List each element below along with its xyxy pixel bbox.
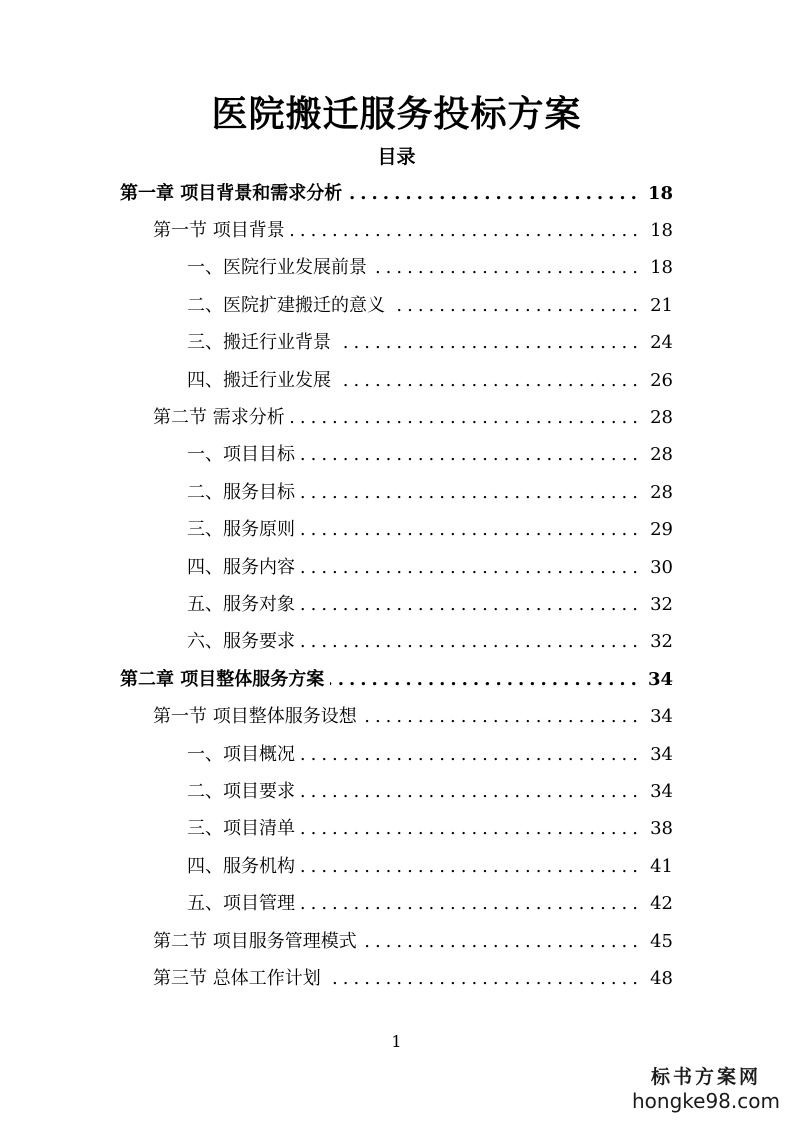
toc-entry-page: 26 [650, 369, 673, 391]
toc-entry-page: 29 [650, 519, 673, 541]
toc-entry-label: 第二节 项目服务管理模式 [153, 930, 357, 952]
toc-entry-label: 第一节 项目整体服务设想 [153, 706, 357, 728]
toc-entry-page: 32 [650, 593, 673, 615]
toc-entry-page: 41 [650, 855, 673, 877]
toc-entry[interactable] [187, 474, 673, 511]
toc-dot-leader [363, 930, 643, 954]
toc-dot-leader [363, 705, 643, 729]
toc-entry-page: 34 [650, 743, 673, 765]
toc-entry-label: 四、搬迁行业发展 [187, 369, 331, 391]
toc-entry-label: 三、服务原则 [187, 519, 295, 541]
toc-entry-label: 二、服务目标 [187, 481, 295, 503]
toc-entry-label: 六、服务要求 [187, 631, 295, 653]
toc-entry-label: 五、项目管理 [187, 893, 295, 915]
page-number: 1 [391, 1032, 402, 1051]
toc-entry[interactable] [153, 399, 673, 436]
toc-entry-label: 四、服务机构 [187, 855, 295, 877]
toc-dot-leader [330, 668, 642, 692]
toc-dot-leader [337, 331, 643, 355]
toc-dot-leader [291, 406, 643, 430]
toc-entry-label: 一、医院行业发展前景 [187, 257, 367, 279]
document-title: 医院搬迁服务投标方案 [211, 93, 582, 135]
toc-entry-label: 第一节 项目背景 [153, 219, 285, 241]
toc-entry[interactable] [153, 923, 673, 960]
toc-entry[interactable] [187, 325, 673, 362]
toc-entry[interactable] [187, 362, 673, 399]
toc-entry[interactable] [187, 886, 673, 923]
toc-entry-label: 四、服务内容 [187, 556, 295, 578]
toc-entry[interactable] [187, 624, 673, 661]
toc-entry[interactable] [153, 699, 673, 736]
toc-entry[interactable] [120, 661, 673, 698]
toc-entry-label: 第三节 总体工作计划 [153, 967, 321, 989]
toc-dot-leader [301, 630, 643, 654]
toc-entry-page: 42 [650, 893, 673, 915]
toc-dot-leader [327, 967, 643, 991]
toc-entry-page: 34 [647, 668, 673, 690]
toc-entry-label: 第一章 项目背景和需求分析 [120, 182, 343, 204]
toc-entry[interactable] [187, 773, 673, 810]
toc-entry-label: 一、项目概况 [187, 743, 295, 765]
toc-dot-leader [301, 556, 643, 580]
toc-entry-page: 18 [647, 182, 673, 204]
toc-dot-leader [301, 892, 643, 916]
toc-entry[interactable] [187, 437, 673, 474]
toc-entry-page: 18 [650, 219, 673, 241]
toc-dot-leader [291, 219, 643, 243]
toc-entry[interactable] [187, 549, 673, 586]
toc-entry-page: 30 [650, 556, 673, 578]
watermark [631, 1065, 781, 1113]
toc-entry-page: 45 [650, 930, 673, 952]
toc-entry-page: 18 [650, 257, 673, 279]
toc-entry-page: 28 [650, 444, 673, 466]
toc-entry-page: 28 [650, 406, 673, 428]
toc-entry-page: 32 [650, 631, 673, 653]
toc-dot-leader [301, 780, 643, 804]
toc-entry[interactable] [120, 175, 673, 212]
toc-entry-label: 三、项目清单 [187, 818, 295, 840]
toc-entry[interactable] [187, 811, 673, 848]
toc-dot-leader [301, 743, 643, 767]
toc-dot-leader [301, 443, 643, 467]
toc-entry-label: 三、搬迁行业背景 [187, 332, 331, 354]
toc-dot-leader [301, 518, 643, 542]
toc-entry-page: 38 [650, 818, 673, 840]
toc-entry[interactable] [187, 250, 673, 287]
toc-dot-leader [301, 855, 643, 879]
toc-entry[interactable] [153, 212, 673, 249]
toc-dot-leader [348, 182, 642, 206]
toc-entry-page: 48 [650, 967, 673, 989]
toc-dot-leader [373, 256, 643, 280]
toc-entry[interactable] [187, 848, 673, 885]
toc-entry-page: 28 [650, 481, 673, 503]
toc-dot-leader [301, 593, 643, 617]
toc-entry-label: 第二节 需求分析 [153, 406, 285, 428]
watermark-brand: 标书方案网 [650, 1066, 761, 1088]
toc-dot-leader [391, 294, 643, 318]
toc-entry-page: 34 [650, 780, 673, 802]
toc-entry-label: 二、项目要求 [187, 780, 295, 802]
toc-entry-label: 二、医院扩建搬迁的意义 [187, 294, 385, 316]
toc-dot-leader [301, 817, 643, 841]
toc-entry-page: 21 [650, 294, 673, 316]
toc-entry-label: 五、服务对象 [187, 593, 295, 615]
toc-entry-label: 一、项目目标 [187, 444, 295, 466]
toc-dot-leader [301, 481, 643, 505]
toc-entry[interactable] [187, 512, 673, 549]
toc-entry[interactable] [187, 736, 673, 773]
toc-entry[interactable] [153, 960, 673, 997]
toc-entry-page: 24 [650, 332, 673, 354]
toc-entry[interactable] [187, 287, 673, 324]
toc-dot-leader [337, 369, 643, 393]
toc-heading: 目录 [377, 146, 416, 168]
watermark-url: hongke98.com [632, 1089, 780, 1113]
toc-entry-page: 34 [650, 706, 673, 728]
toc-entry[interactable] [187, 586, 673, 623]
toc-entry-label: 第二章 项目整体服务方案 [120, 668, 325, 690]
